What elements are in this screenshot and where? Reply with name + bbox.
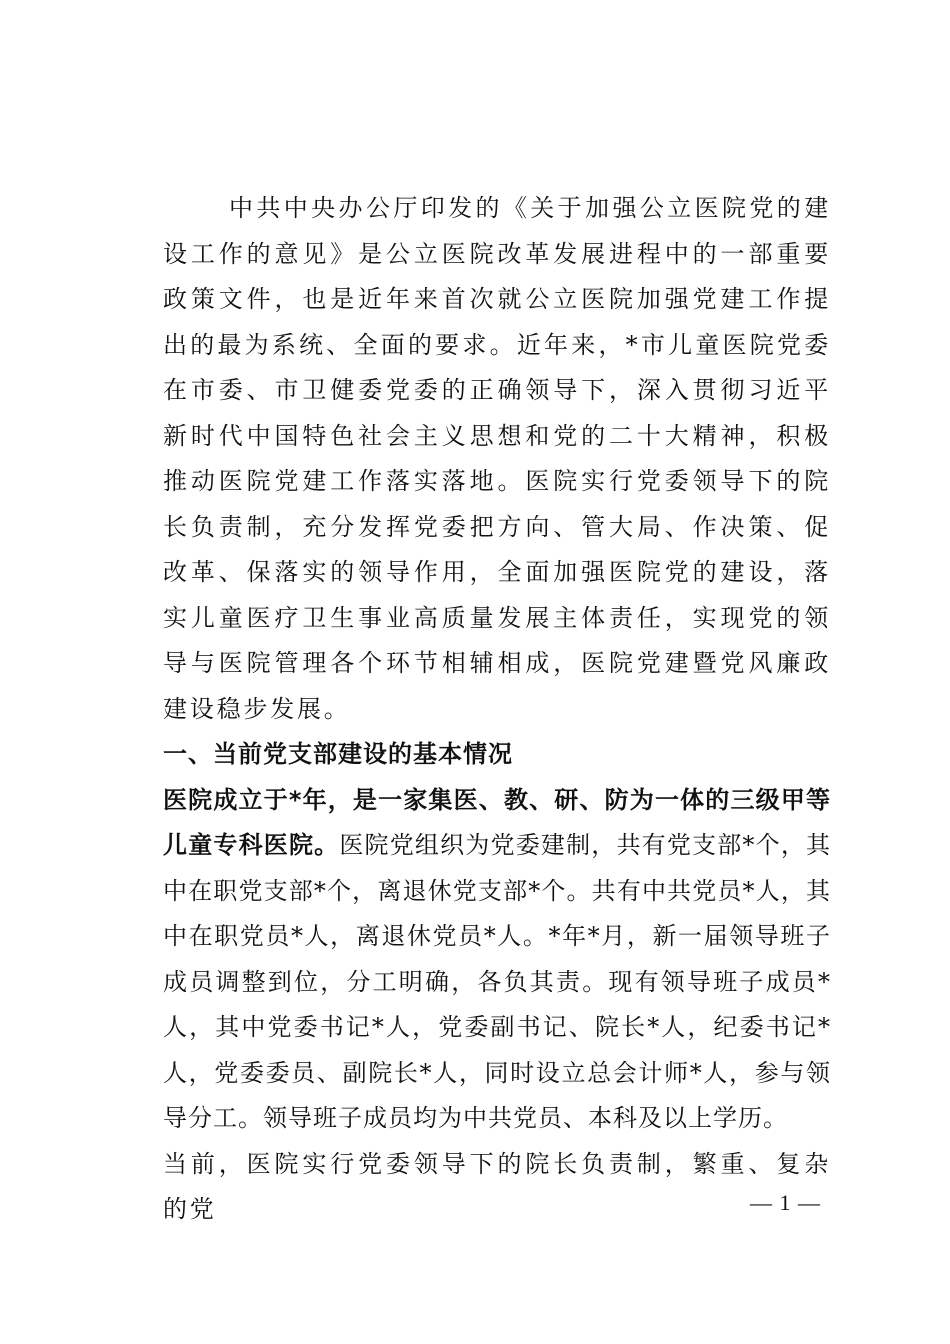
section-heading: 一、当前党支部建设的基本情况	[163, 740, 513, 768]
current-paragraph: 当前，医院实行党委领导下的院长负责制，繁重、复杂的党	[163, 1149, 831, 1223]
basic-situation-text: 医院党组织为党委建制，共有党支部*个，其中在职党支部*个，离退休党支部*个。共有中共党员*人，其中在职党员*人，离退休党员*人。*年*月，新一届领导班子成员调整到位，分工明确，各负其责。现有领导班子成员*人，其中党委书记*人，党委副书记、院长*人，纪委书记*人，党委委员、副院长*人，同时设立总会计师*人，参与领导分工。领导班子成员均为中共党员、本科及以上学历。	[163, 831, 832, 1132]
basic-situation-paragraph	[163, 778, 831, 1142]
intro-paragraph: 中共中央办公厅印发的《关于加强公立医院党的建设工作的意见》是公立医院改革发展进程中的一部重要政策文件，也是近年来首次就公立医院加强党建工作提出的最为系统、全面的要求。近年来，*市儿童医院党委在市委、市卫健委党委的正确领导下，深入贯彻习近平新时代中国特色社会主义思想和党的二十大精神，积极推动医院党建工作落实落地。医院实行党委领导下的院长负责制，充分发挥党委把方向、管大局、作决策、促改革、保落实的领导作用，全面加强医院党的建设，落实儿童医疗卫生事业高质量发展主体责任，实现党的领导与医院管理各个环节相辅相成，医院党建暨党风廉政建设稳步发展。	[163, 194, 831, 723]
page-number: — 1 —	[750, 1190, 821, 1215]
basic-situation-lead: 医院成立于*年，是一家集医、教、研、防为一体的三级甲等儿童专科医院。	[163, 785, 831, 859]
document-body	[163, 186, 831, 1233]
